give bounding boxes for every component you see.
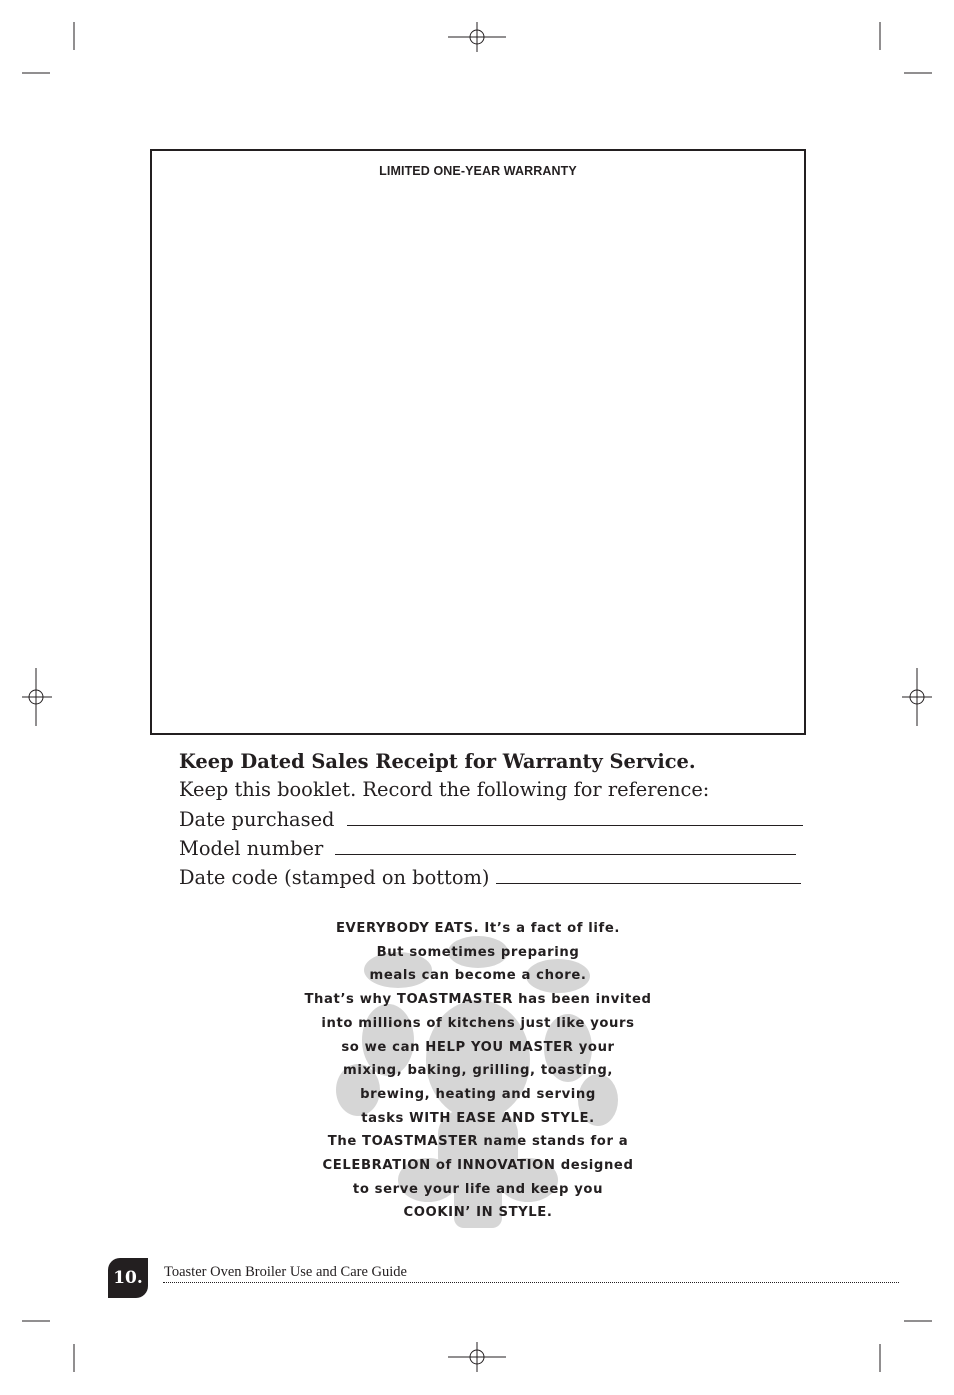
date-purchased-label: Date purchased	[179, 807, 335, 831]
warranty-box	[150, 149, 806, 735]
date-purchased-field[interactable]	[347, 805, 803, 826]
model-number-field[interactable]	[335, 834, 796, 855]
date-code-row	[179, 863, 799, 892]
slogan-line: into millions of kitchens just like yours	[321, 1015, 635, 1031]
slogan-line: That’s why TOASTMASTER has been invited	[304, 992, 652, 1008]
brand-slogan	[230, 917, 726, 1225]
slogan-line: CELEBRATION of INNOVATION designed	[322, 1158, 634, 1174]
footer-dotted-rule	[163, 1282, 899, 1283]
slogan-line: COOKIN’ IN STYLE.	[403, 1205, 553, 1221]
model-number-label: Model number	[179, 836, 324, 860]
date-code-field[interactable]	[496, 863, 801, 884]
slogan-line: EVERYBODY EATS. It’s a fact of life.	[335, 921, 621, 936]
slogan-line: so we can HELP YOU MASTER your	[341, 1039, 615, 1055]
record-block	[179, 748, 799, 892]
slogan-line: brewing, heating and serving	[360, 1086, 596, 1102]
slogan-line: tasks WITH EASE AND STYLE.	[361, 1110, 595, 1126]
slogan-line: But sometimes preparing	[376, 944, 580, 960]
date-code-label: Date code (stamped on bottom)	[179, 866, 490, 890]
model-number-row	[179, 834, 799, 863]
receipt-heading: Keep Dated Sales Receipt for Warranty Service.	[179, 750, 696, 773]
warranty-title: LIMITED ONE-YEAR WARRANTY	[379, 164, 577, 178]
slogan-line: to serve your life and keep you	[352, 1181, 604, 1197]
guide-title: Toaster Oven Broiler Use and Care Guide	[164, 1264, 407, 1280]
date-purchased-row	[179, 805, 799, 834]
slogan-line: meals can become a chore.	[369, 968, 587, 984]
slogan-line: The TOASTMASTER name stands for a	[327, 1134, 629, 1150]
record-intro: Keep this booklet. Record the following for reference:	[179, 778, 710, 802]
page-number-badge: 10.	[108, 1258, 148, 1298]
slogan-line: mixing, baking, grilling, toasting,	[342, 1063, 613, 1079]
